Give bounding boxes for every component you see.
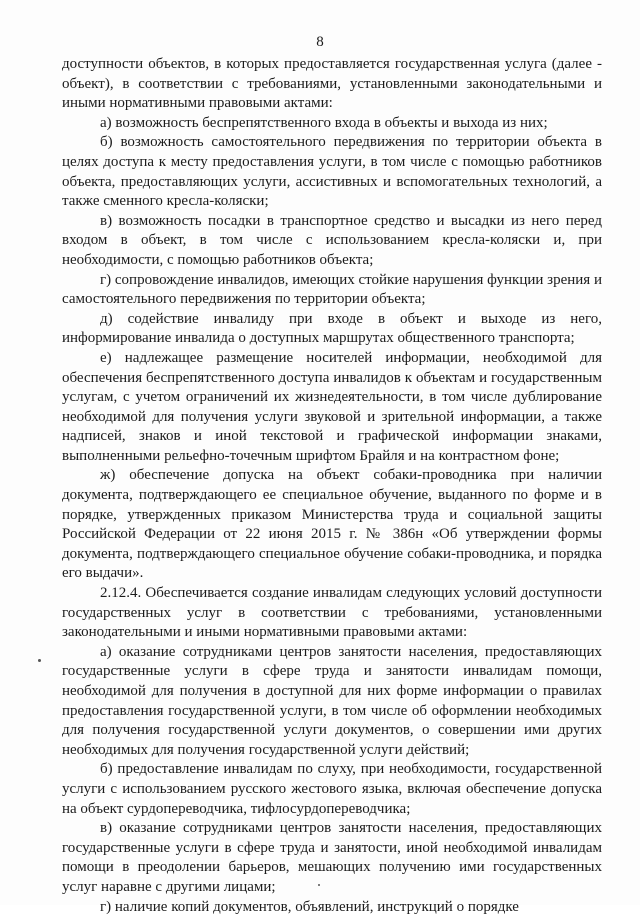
- page-number: 8: [316, 34, 324, 50]
- scan-speck: [318, 884, 320, 886]
- list-item-g: г) сопровождение инвалидов, имеющих стойкие нарушения функции зрения и самостоятельного передвижения по территории объекта;: [62, 271, 602, 308]
- list-item-a: а) возможность беспрепятственного входа в объекты и выхода из них;: [100, 114, 548, 131]
- list-item-a-2: а) оказание сотрудниками центров занятости населения, предоставляющих государственные услуги в сфере труда и занятости инвалидам помощи, необходимой для получения в доступной для них форме информации о правилах предоставления государственной услуги, в том числе об оформлении необходимых для получения государственной услуги документов, о совершении ими других необходимых для получения государственной услуги действий;: [62, 643, 602, 758]
- list-item-v: в) возможность посадки в транспортное средство и высадки из него перед входом в объект, в том числе с использованием кресла-коляски и, при необходимости, с помощью работников объекта;: [62, 212, 602, 268]
- list-item-zh: ж) обеспечение допуска на объект собаки-проводника при наличии документа, подтверждающего ее специальное обучение, выданного по форме и в порядке, утвержденных приказом Министерства труда и социальной защиты Российской Федерации от 22 июня 2015 г. № 386н «Об утверждении формы документа, подтверждающего специальное обучение собаки-проводника, и порядка его выдачи».: [62, 467, 602, 582]
- scan-speck: [38, 659, 41, 662]
- list-item-v-2: в) оказание сотрудниками центров занятости населения, предоставляющих государственные услуги в сфере труда и занятости, иной необходимой инвалидам помощи в преодолении барьеров, мешающих получению ими государственных услуг наравне с другими лицами;: [62, 820, 602, 895]
- list-item-d: д) содействие инвалиду при входе в объект и выходе из него, информирование инвалида о доступных маршрутах общественного транспорта;: [62, 310, 602, 347]
- list-item-b: б) возможность самостоятельного передвижения по территории объекта в целях доступа к месту предоставления услуги, в том числе с помощью работников объекта, предоставляющих услуги, ассистивных и вспомогательных технологий, а также сменного кресла-коляски;: [62, 134, 602, 210]
- list-item-b-2: б) предоставление инвалидам по слуху, при необходимости, государственной услуги с использованием русского жестового языка, включая обеспечение допуска на объект сурдопереводчика, тифлосурдопереводчика;: [62, 761, 602, 817]
- list-item-g-2: г) наличие копий документов, объявлений, инструкций о порядке: [100, 898, 519, 915]
- document-body: [62, 55, 602, 917]
- paragraph-continuation: доступности объектов, в которых предоставляется государственная услуга (далее - объект), в соответствии с требованиями, установленными законодательными и иными нормативными правовыми актами:: [62, 56, 602, 112]
- section-2-12-4: 2.12.4. Обеспечивается создание инвалидам следующих условий доступности государственных услуг в соответствии с требованиями, установленными законодательными и иными нормативными правовыми актами:: [62, 585, 602, 641]
- list-item-e: е) надлежащее размещение носителей информации, необходимой для обеспечения беспрепятственного доступа инвалидов к объектам и государственным услугам, с учетом ограничений их жизнедеятельности, в том числе дублирование необходимой для получения услуги звуковой и зрительной информации, а также надписей, знаков и иной текстовой и графической информации знаками, выполненными рельефно-точечным шрифтом Брайля и на контрастном фоне;: [62, 349, 602, 464]
